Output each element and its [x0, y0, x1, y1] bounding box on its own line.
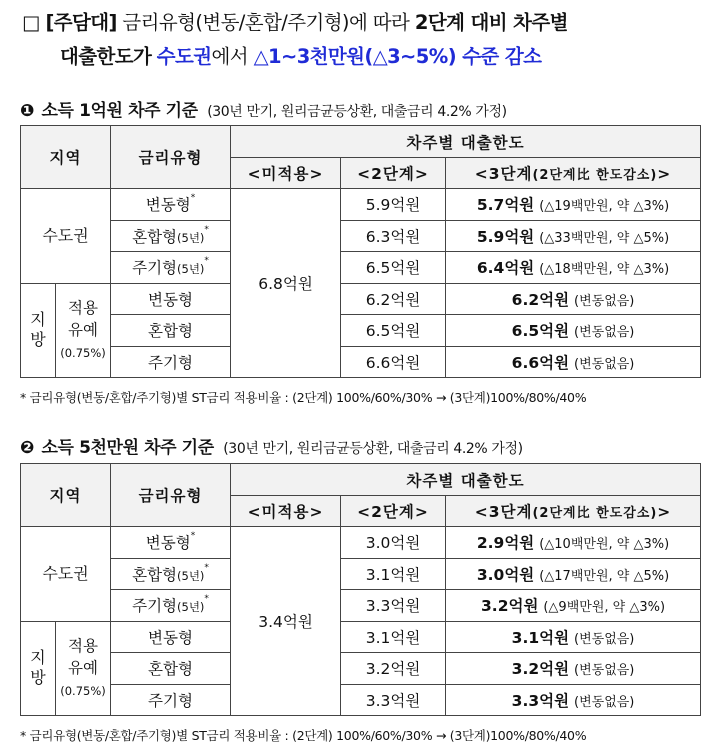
- intro-range: △1~3천만원(△3~5%) 수준 감소: [253, 45, 542, 68]
- stage2-value: 3.3억원: [341, 684, 446, 716]
- header-stage2: <2단계>: [341, 496, 446, 527]
- stage3-value: 3.3억원 (변동없음): [446, 684, 701, 716]
- header-rate-type: 금리유형: [111, 126, 231, 189]
- stage2-value: 6.3억원: [341, 220, 446, 252]
- section-2-title: [20, 433, 523, 458]
- section-1-conditions: (30년 만기, 원리금균등상환, 대출금리 4.2% 가정): [207, 104, 507, 120]
- stage2-value: 3.1억원: [341, 558, 446, 590]
- header-stage3: <3단계(2단계比 한도감소)>: [446, 158, 701, 189]
- rate-type-cell: 주기형: [111, 684, 231, 716]
- header-not-applied: <미적용>: [231, 158, 341, 189]
- table-row: [21, 684, 701, 716]
- stage3-value: 2.9억원 (△10백만원, 약 △3%): [446, 527, 701, 559]
- stage3-value: 5.9억원 (△33백만원, 약 △5%): [446, 220, 701, 252]
- intro-region: 수도권: [156, 45, 212, 68]
- stage2-value: 3.1억원: [341, 621, 446, 653]
- stage2-value: 5.9억원: [341, 189, 446, 221]
- exempt-label: 적용 유예 (0.75%): [56, 283, 111, 378]
- header-not-applied: <미적용>: [231, 496, 341, 527]
- section-1-heading: 소득 1억원 차주 기준: [41, 101, 198, 121]
- stage2-value: 6.5억원: [341, 252, 446, 284]
- exempt-label: 적용 유예 (0.75%): [56, 621, 111, 716]
- rate-type-cell: 주기형(5년)*: [111, 590, 231, 622]
- stage3-value: 3.2억원 (△9백만원, 약 △3%): [446, 590, 701, 622]
- stage2-value: 3.0억원: [341, 527, 446, 559]
- stage3-value: 5.7억원 (△19백만원, 약 △3%): [446, 189, 701, 221]
- header-stage3: <3단계(2단계比 한도감소)>: [446, 496, 701, 527]
- section-1-title: [20, 96, 507, 121]
- rate-type-cell: 주기형: [111, 346, 231, 378]
- table-row: [21, 346, 701, 378]
- stage2-value: 3.3억원: [341, 590, 446, 622]
- table-row: [21, 283, 701, 315]
- intro-bold-2: 대출한도가: [60, 45, 152, 68]
- table-row: [21, 527, 701, 559]
- region-local: 지 방: [21, 621, 56, 716]
- header-loan-limit: 차주별 대출한도: [231, 464, 701, 496]
- intro-bold-1: 2단계 대비 차주별: [414, 11, 568, 34]
- rate-type-cell: 변동형: [111, 283, 231, 315]
- intro-text-1: 금리유형(변동/혼합/주기형)에 따라: [116, 11, 415, 34]
- stage3-value: 3.2억원 (변동없음): [446, 653, 701, 685]
- intro-paragraph: [22, 6, 712, 74]
- intro-tag: [주담대]: [45, 11, 117, 34]
- region-capital: 수도권: [21, 189, 111, 284]
- region-local: 지 방: [21, 283, 56, 378]
- stage2-value: 6.5억원: [341, 315, 446, 347]
- header-region: 지역: [21, 464, 111, 527]
- checkbox-bullet: □: [22, 11, 40, 34]
- rate-type-cell: 혼합형: [111, 653, 231, 685]
- stage3-value: 6.2억원 (변동없음): [446, 283, 701, 315]
- table-row: [21, 315, 701, 347]
- table-row: [21, 590, 701, 622]
- rate-type-cell: 변동형*: [111, 527, 231, 559]
- table-row: [21, 252, 701, 284]
- table-row: [21, 621, 701, 653]
- rate-type-cell: 혼합형(5년)*: [111, 220, 231, 252]
- section-1-table: [20, 125, 701, 378]
- rate-type-cell: 주기형(5년)*: [111, 252, 231, 284]
- table-row: [21, 653, 701, 685]
- table-row: [21, 558, 701, 590]
- section-1-marker: ❶: [20, 101, 34, 121]
- stage3-value: 6.4억원 (△18백만원, 약 △3%): [446, 252, 701, 284]
- rate-type-cell: 변동형: [111, 621, 231, 653]
- header-region: 지역: [21, 126, 111, 189]
- intro-line-1: [22, 6, 712, 40]
- stage3-value: 3.1억원 (변동없음): [446, 621, 701, 653]
- intro-text-2: 에서: [211, 45, 254, 68]
- not-applied-value: 3.4억원: [231, 527, 341, 716]
- stage3-value: 6.5억원 (변동없음): [446, 315, 701, 347]
- section-2-marker: ❷: [20, 438, 34, 458]
- rate-type-cell: 혼합형: [111, 315, 231, 347]
- section-2-footnote: * 금리유형(변동/혼합/주기형)별 ST금리 적용비율 : (2단계) 100%/60%/30% → (3단계)100%/80%/40%: [20, 728, 587, 743]
- stage3-value: 3.0억원 (△17백만원, 약 △5%): [446, 558, 701, 590]
- header-stage2: <2단계>: [341, 158, 446, 189]
- header-loan-limit: 차주별 대출한도: [231, 126, 701, 158]
- rate-type-cell: 변동형*: [111, 189, 231, 221]
- not-applied-value: 6.8억원: [231, 189, 341, 378]
- rate-type-cell: 혼합형(5년)*: [111, 558, 231, 590]
- stage2-value: 6.6억원: [341, 346, 446, 378]
- table-row: [21, 189, 701, 221]
- region-capital: 수도권: [21, 527, 111, 622]
- section-2-conditions: (30년 만기, 원리금균등상환, 대출금리 4.2% 가정): [223, 441, 523, 457]
- section-2-table: [20, 463, 701, 716]
- section-2-heading: 소득 5천만원 차주 기준: [41, 438, 214, 458]
- stage3-value: 6.6억원 (변동없음): [446, 346, 701, 378]
- intro-line-2: [22, 40, 712, 74]
- header-rate-type: 금리유형: [111, 464, 231, 527]
- stage2-value: 6.2억원: [341, 283, 446, 315]
- section-1-footnote: * 금리유형(변동/혼합/주기형)별 ST금리 적용비율 : (2단계) 100%/60%/30% → (3단계)100%/80%/40%: [20, 390, 587, 405]
- table-row: [21, 220, 701, 252]
- stage2-value: 3.2억원: [341, 653, 446, 685]
